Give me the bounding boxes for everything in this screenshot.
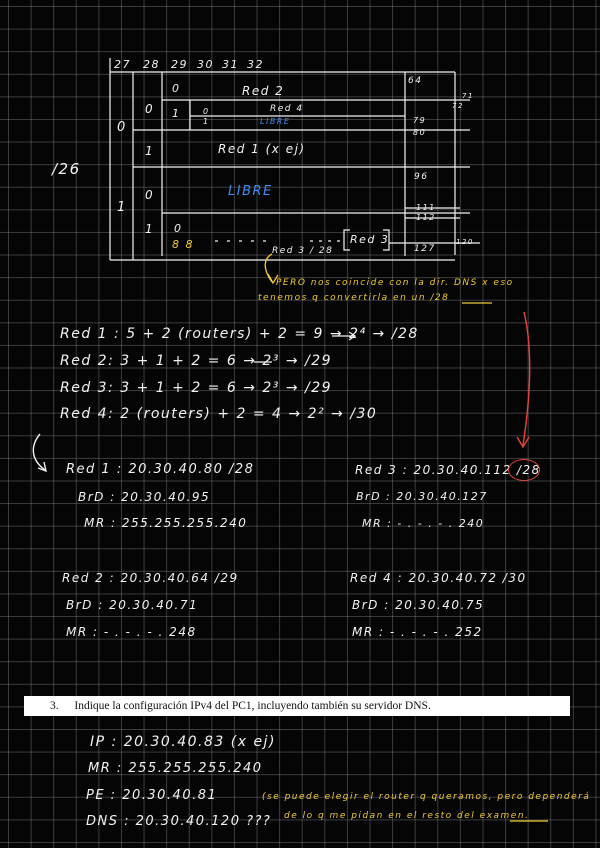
result-red-4-net: Red 4 : 20.30.40.72 /30 <box>350 571 527 585</box>
tick-111: 111 <box>416 203 436 212</box>
bit-29-bottom-zero: 0 <box>174 222 183 235</box>
tick-112: 112 <box>416 213 436 222</box>
bit-27-zero: 0 <box>117 120 127 135</box>
result-red-3-mask: MR : - . - . - . 240 <box>362 517 485 530</box>
answer-ip: IP : 20.30.40.83 (x ej) <box>90 734 276 750</box>
bit-header-28: 28 <box>143 58 160 71</box>
tick-64: 64 <box>408 76 423 86</box>
bit-30-one: 1 <box>203 117 210 126</box>
tick-96: 96 <box>414 172 429 182</box>
bit-29-one: 1 <box>172 107 181 120</box>
cell-libre-small: LIBRE <box>260 117 291 126</box>
bit-27-one: 1 <box>117 200 127 215</box>
tick-71: 71 <box>462 92 474 100</box>
answer-dns: DNS : 20.30.40.120 ??? <box>86 814 272 829</box>
note-line-1: PERO nos coincide con la dir. DNS x eso <box>276 278 514 288</box>
cell-red-3-box: Red 3 <box>350 233 390 246</box>
result-red-3-broadcast: BrD : 20.30.40.127 <box>356 490 488 503</box>
result-red-1-mask: MR : 255.255.255.240 <box>84 516 248 530</box>
tick-79: 79 <box>413 116 427 125</box>
bit-header-29: 29 <box>171 58 188 71</box>
result-red-1-net: Red 1 : 20.30.40.80 /28 <box>66 462 255 477</box>
question-number: 3. <box>50 700 59 712</box>
result-red-2-broadcast: BrD : 20.30.40.71 <box>66 598 199 612</box>
bit-header-30: 30 <box>197 58 214 71</box>
red-circle-mark <box>508 459 540 481</box>
cell-red-4: Red 4 <box>270 104 304 114</box>
bit-29-zero: 0 <box>172 82 181 95</box>
cell-libre-big: LIBRE <box>228 184 273 199</box>
answer-gateway-note: (se puede elegir el router q queramos, pero dependerá <box>262 792 591 802</box>
result-red-1-broadcast: BrD : 20.30.40.95 <box>78 490 211 504</box>
tick-127: 127 <box>414 244 436 254</box>
bit-28-zero-b: 0 <box>145 188 155 202</box>
result-red-3-net: Red 3 : 20.30.40.112 /28 <box>355 463 541 477</box>
calc-red-3: Red 3: 3 + 1 + 2 = 6 → 2³ → /29 <box>60 380 333 396</box>
bit-header-32: 32 <box>247 58 264 71</box>
answer-mask: MR : 255.255.255.240 <box>88 761 263 776</box>
result-red-2-net: Red 2 : 20.30.40.64 /29 <box>62 571 239 585</box>
question-3-box <box>24 696 570 716</box>
cell-red-1: Red 1 (x ej) <box>218 142 306 156</box>
yellow-marks: 8 8 <box>172 238 194 251</box>
cell-red-2: Red 2 <box>242 84 285 98</box>
question-text: Indique la configuración IPv4 del PC1, incluyendo también su servidor DNS. <box>74 700 431 712</box>
bit-30-zero: 0 <box>203 107 210 116</box>
mask-left-label: /26 <box>52 160 81 178</box>
calc-red-1: Red 1 : 5 + 2 (routers) + 2 = 9 → 2⁴ → /28 <box>60 326 419 342</box>
note-line-2: tenemos q convertirla en un /28 <box>258 293 450 303</box>
bit-header-27: 27 <box>114 58 131 71</box>
result-red-2-mask: MR : - . - . - . 248 <box>66 625 197 639</box>
calc-red-4: Red 4: 2 (routers) + 2 = 4 → 2² → /30 <box>60 406 378 422</box>
bit-28-one-b: 1 <box>145 222 155 236</box>
calc-red-2: Red 2: 3 + 1 + 2 = 6 → 2³ → /29 <box>60 353 333 369</box>
cell-red-3-row: Red 3 / 28 <box>272 246 334 256</box>
bit-28-zero-a: 0 <box>145 102 155 116</box>
tick-80: 80 <box>413 128 427 137</box>
result-red-4-mask: MR : - . - . - . 252 <box>352 625 483 639</box>
result-red-4-broadcast: BrD : 20.30.40.75 <box>352 598 485 612</box>
answer-dns-note: de lo q me pidan en el resto del examen. <box>284 811 530 821</box>
tick-120: 120 <box>456 238 474 246</box>
answer-gateway: PE : 20.30.40.81 <box>86 788 218 803</box>
tick-72: 72 <box>452 102 464 110</box>
bit-28-one-a: 1 <box>145 144 155 158</box>
bit-header-31: 31 <box>222 58 239 71</box>
